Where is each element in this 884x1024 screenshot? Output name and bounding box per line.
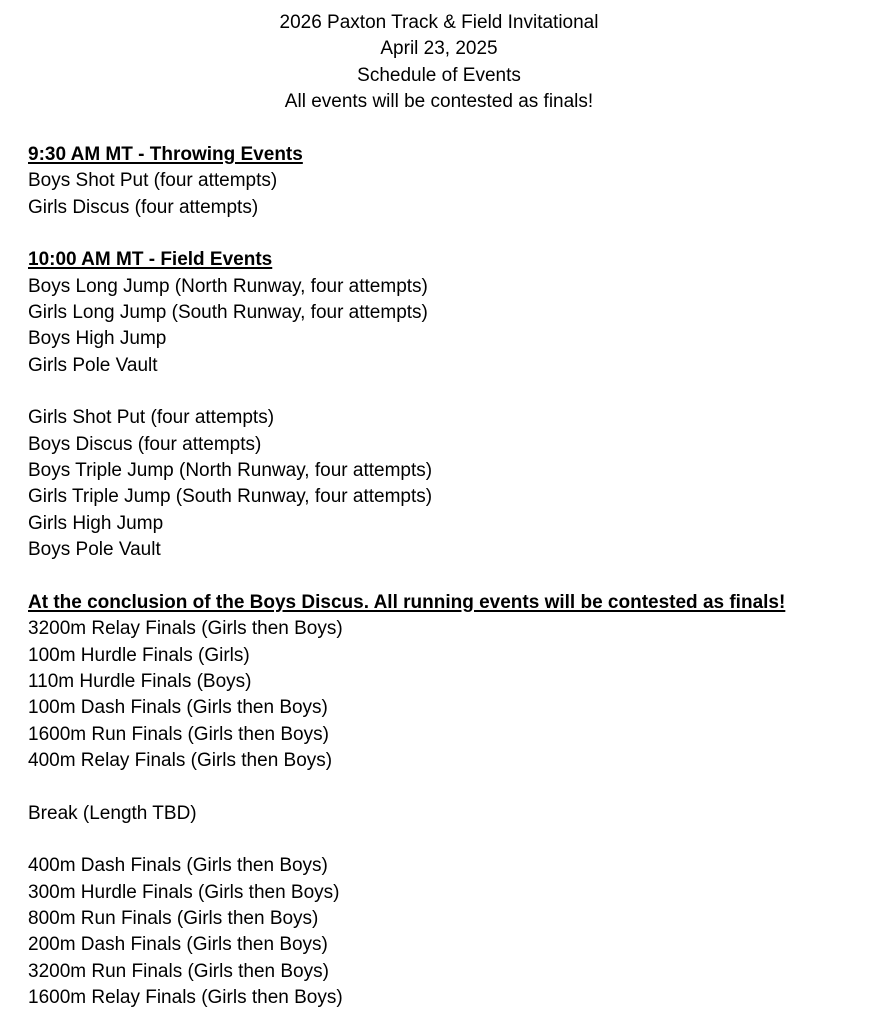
event-item: Boys High Jump (28, 328, 167, 350)
event-item: 1600m Run Finals (Girls then Boys) (28, 723, 329, 745)
spacer (28, 827, 868, 853)
event-item: Boys Pole Vault (28, 539, 161, 561)
event-item: Boys Long Jump (North Runway, four attempts) (28, 275, 428, 297)
event-item: 200m Dash Finals (Girls then Boys) (28, 934, 328, 956)
event-item: 3200m Run Finals (Girls then Boys) (28, 960, 329, 982)
spacer (28, 379, 868, 405)
throwing-section (28, 142, 868, 221)
event-item: 100m Hurdle Finals (Girls) (28, 644, 250, 666)
spacer (28, 774, 868, 800)
running-heading: At the conclusion of the Boys Discus. All running events will be contested as finals! (28, 591, 786, 613)
running-section (28, 590, 868, 1012)
event-item: Girls High Jump (28, 512, 164, 534)
document-header (0, 10, 878, 116)
event-item: Boys Shot Put (four attempts) (28, 170, 278, 192)
break-item: Break (Length TBD) (28, 802, 197, 824)
event-item: 300m Hurdle Finals (Girls then Boys) (28, 881, 340, 903)
event-item: Boys Discus (four attempts) (28, 433, 262, 455)
meet-title: 2026 Paxton Track & Field Invitational (279, 12, 599, 33)
event-item: 110m Hurdle Finals (Boys) (28, 670, 252, 692)
event-item: Girls Pole Vault (28, 354, 158, 376)
schedule-subtitle: Schedule of Events (357, 64, 521, 86)
event-item: 1600m Relay Finals (Girls then Boys) (28, 987, 343, 1008)
spacer (28, 221, 868, 247)
finals-note: All events will be contested as finals! (284, 91, 594, 113)
field-section (28, 247, 868, 563)
event-item: 800m Run Finals (Girls then Boys) (28, 907, 319, 929)
spacer (28, 564, 868, 590)
event-item: 100m Dash Finals (Girls then Boys) (28, 697, 328, 719)
field-heading: 10:00 AM MT - Field Events (28, 249, 273, 271)
event-item: Boys Triple Jump (North Runway, four attempts) (28, 460, 433, 482)
event-item: Girls Discus (four attempts) (28, 196, 259, 218)
event-item: 400m Dash Finals (Girls then Boys) (28, 855, 328, 877)
schedule-body (28, 142, 868, 1011)
event-item: Girls Triple Jump (South Runway, four attempts) (28, 486, 433, 508)
event-item: 3200m Relay Finals (Girls then Boys) (28, 618, 343, 640)
event-item: Girls Shot Put (four attempts) (28, 407, 275, 429)
event-item: Girls Long Jump (South Runway, four attempts) (28, 302, 428, 324)
event-item: 400m Relay Finals (Girls then Boys) (28, 749, 333, 771)
throwing-heading: 9:30 AM MT - Throwing Events (28, 144, 303, 165)
meet-date: April 23, 2025 (380, 38, 498, 60)
